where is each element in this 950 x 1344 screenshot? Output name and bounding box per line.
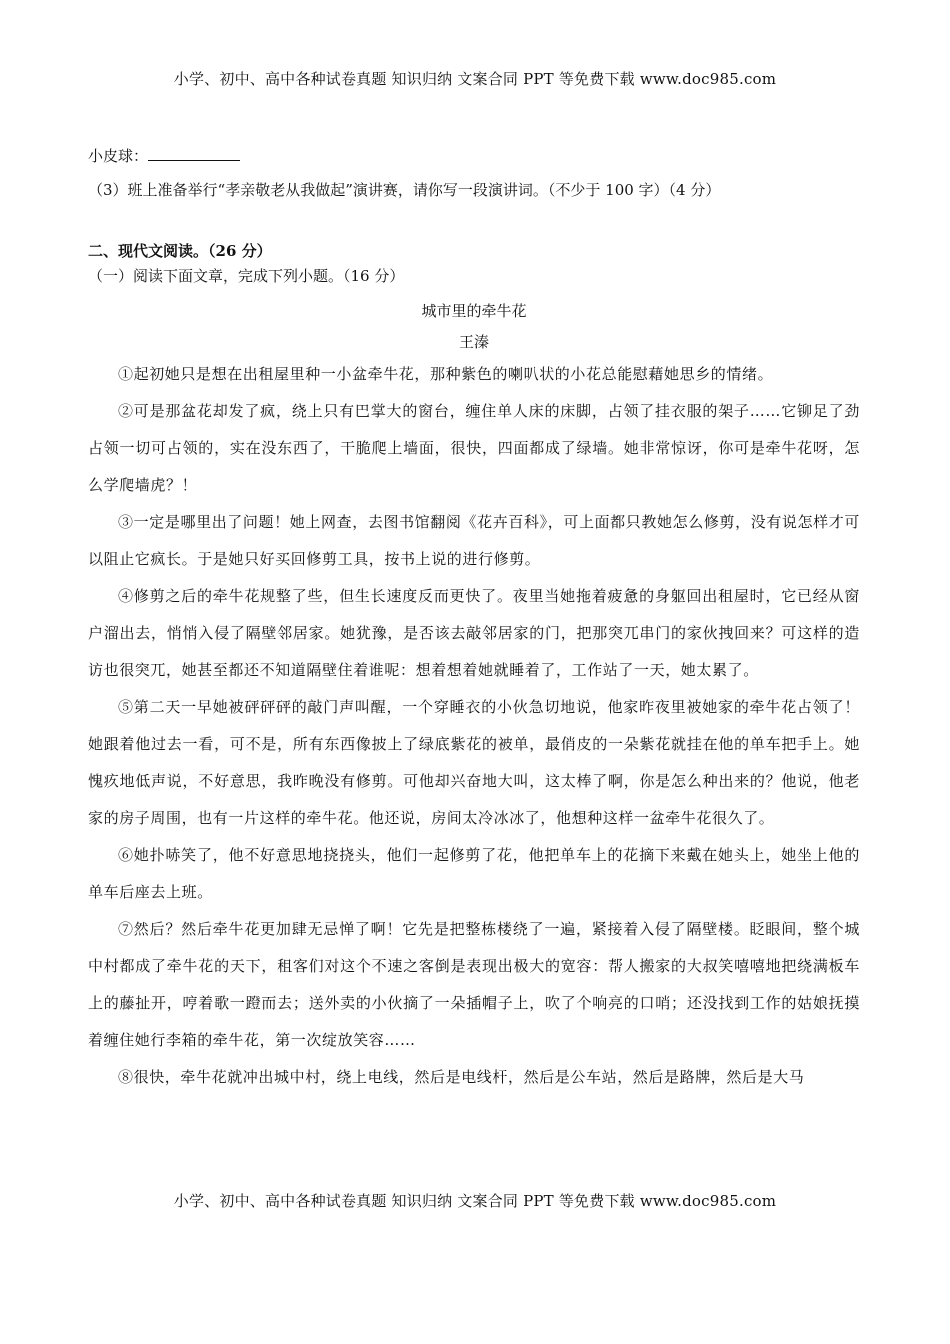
- paragraph-6: ⑥她扑哧笑了，他不好意思地挠挠头，他们一起修剪了花，他把单车上的花摘下来戴在她头上，她坐上他的单车后座去上班。: [88, 846, 860, 901]
- page-content: [88, 145, 860, 1096]
- paragraph-3: ③一定是哪里出了问题！她上网查，去图书馆翻阅《花卉百科》，可上面都只教她怎么修剪，没有说怎样才可以阻止它疯长。于是她只好买回修剪工具，按书上说的进行修剪。: [88, 513, 860, 568]
- section-heading: 二、现代文阅读。（26 分）: [88, 242, 272, 260]
- paragraph-1: ①起初她只是想在出租屋里种一小盆牵牛花，那种紫色的喇叭状的小花总能慰藉她思乡的情绪。: [118, 365, 774, 383]
- ball-label: 小皮球：: [88, 147, 149, 165]
- question-3: （3）班上准备举行“孝亲敬老从我做起”演讲赛，请你写一段演讲词。（不少于 100 字）（4 分）: [88, 181, 721, 199]
- paragraph-8: ⑧很快，牵牛花就冲出城中村，绕上电线，然后是电线杆，然后是公车站，然后是路牌，然后是大马: [118, 1068, 805, 1086]
- paragraph-5: ⑤第二天一早她被砰砰砰的敲门声叫醒，一个穿睡衣的小伙急切地说，他家昨夜里被她家的牵牛花占领了！她跟着他过去一看，可不是，所有东西像披上了绿底紫花的被单，最俏皮的一朵紫花就挂在他的单车把手上。她愧疚地低声说，不好意思，我昨晚没有修剪。可他却兴奋地大叫，这太棒了啊，你是怎么种出来的？他说，他老家的房子周围，也有一片这样的牵牛花。他还说，房间太冷冰冰了，他想种这样一盆牵牛花很久了。: [88, 698, 860, 827]
- article-body: [88, 356, 860, 1096]
- article-title: 城市里的牵牛花: [421, 302, 527, 320]
- page-header: 小学、初中、高中各种试卷真题 知识归纳 文案合同 PPT 等免费下载 www.doc985.com: [173, 70, 777, 88]
- paragraph-2: ②可是那盆花却发了疯，绕上只有巴掌大的窗台，缠住单人床的床脚，占领了挂衣服的架子……它铆足了劲占领一切可占领的，实在没东西了，干脆爬上墙面，很快，四面都成了绿墙。她非常惊讶，你可是牵牛花呀，怎么学爬墙虎？！: [88, 402, 860, 494]
- paragraph-7: ⑦然后？然后牵牛花更加肆无忌惮了啊！它先是把整栋楼绕了一遍，紧接着入侵了隔壁楼。眨眼间，整个城中村都成了牵牛花的天下，租客们对这个不速之客倒是表现出极大的宽容：帮人搬家的大叔笑嘻嘻地把绕满板车上的藤扯开，哼着歌一蹬而去；送外卖的小伙摘了一朵插帽子上，吹了个响亮的口哨；还没找到工作的姑娘抚摸着缠住她行李箱的牵牛花，第一次绽放笑容……: [88, 920, 860, 1049]
- ball-answer-line: [88, 145, 860, 167]
- paragraph-4: ④修剪之后的牵牛花规整了些，但生长速度反而更快了。夜里当她拖着疲惫的身躯回出租屋时，它已经从窗户溜出去，悄悄入侵了隔壁邻居家。她犹豫，是否该去敲邻居家的门，把那突兀串门的家伙拽回来？可这样的造访也很突兀，她甚至都还不知道隔壁住着谁呢：想着想着她就睡着了，工作站了一天，她太累了。: [88, 587, 860, 679]
- article-author: 王溱: [458, 333, 489, 351]
- answer-blank[interactable]: [148, 146, 240, 161]
- section-subheading: （一）阅读下面文章，完成下列小题。（16 分）: [88, 267, 405, 285]
- page-footer: 小学、初中、高中各种试卷真题 知识归纳 文案合同 PPT 等免费下载 www.doc985.com: [173, 1192, 777, 1210]
